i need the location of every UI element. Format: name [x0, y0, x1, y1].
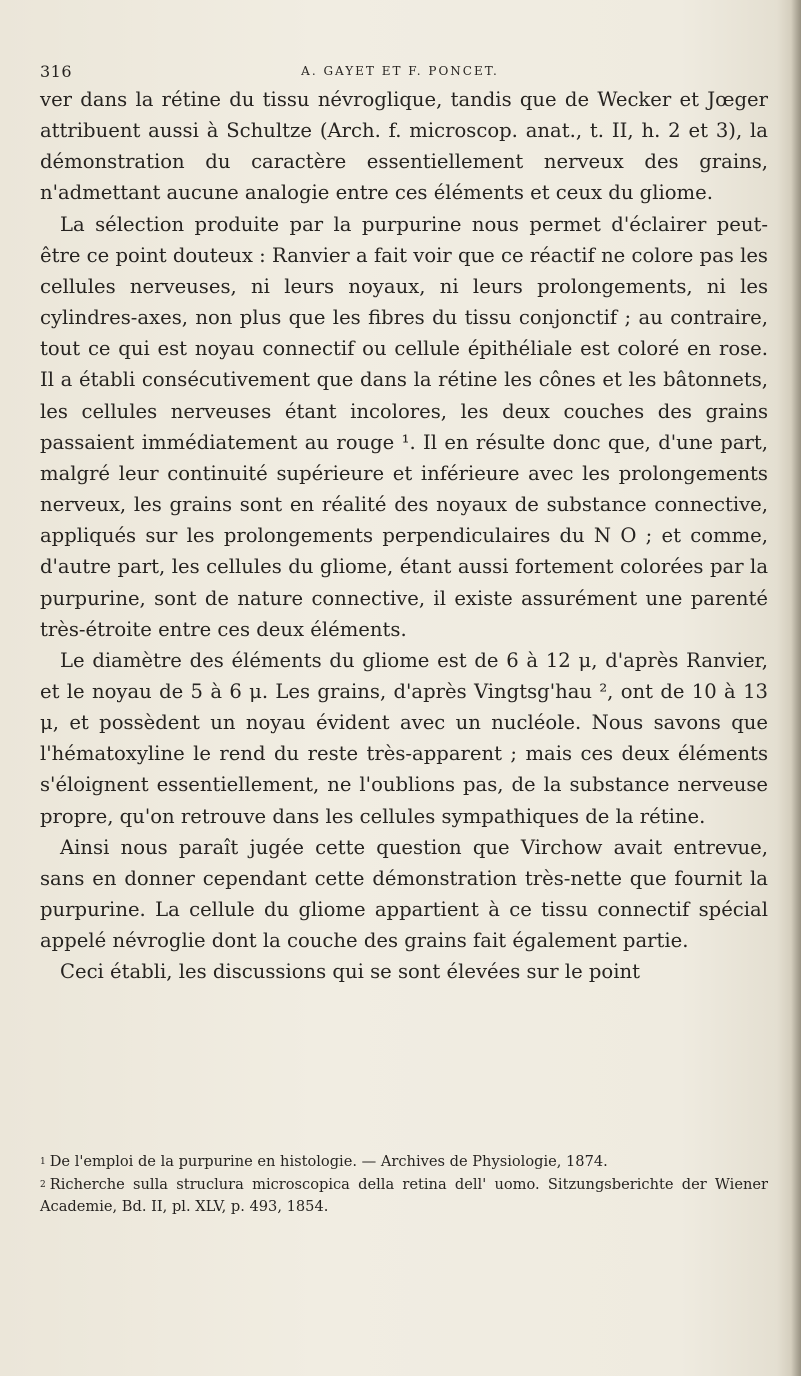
footnote-2 — [40, 1174, 768, 1219]
paragraph-continuation: ver dans la rétine du tissu névroglique, tandis que de Wecker et Jœger attribuent aussi à Schultze (Arch. f. microscop. anat., t. II, h. 2 et 3), la démonstration du caractère essentiellement nerveux des grains, n'admettant aucune analogie entre ces éléments et ceux du gliome. — [40, 88, 768, 205]
body-text — [40, 84, 768, 988]
paragraph-virchow-question: Ainsi nous paraît jugée cette question que Virchow avait entrevue, sans en donner cependant cette démonstration très-nette que fournit la purpurine. La cellule du gliome appartient à ce tissu connectif spécial appelé névroglie dont la couche des grains fait également partie. — [40, 835, 768, 953]
page-header — [40, 62, 760, 84]
footnote-marker: 2 — [40, 1179, 46, 1190]
running-head: A. GAYET ET F. PONCET. — [301, 64, 499, 78]
paragraph-element-diameters: Le diamètre des éléments du gliome est de 6 à 12 μ, d'après Ranvier, et le noyau de 5 à 6 μ. Les grains, d'après Vingtsg'hau ², ont de 10 à 13 μ, et possèdent un noyau évident avec un nucléole. Nous savons que l'hématoxyline le rend du reste très-apparent ; mais ces deux éléments s'éloignent essentiellement, ne l'oublions pas, de la substance nerveuse propre, qu'on retrouve dans les cellules sympathiques de la rétine. — [40, 648, 768, 828]
page-number: 316 — [40, 62, 73, 81]
footnote-text: De l'emploi de la purpurine en histologie. — Archives de Physiologie, 1874. — [49, 1153, 608, 1170]
paragraph-discussions: Ceci établi, les discussions qui se sont élevées sur le point — [60, 960, 640, 984]
footnotes — [40, 1151, 768, 1219]
footnote-marker: 1 — [40, 1157, 46, 1167]
footnote-1 — [40, 1151, 768, 1174]
page-edge-shadow — [791, 0, 801, 1376]
paragraph-purpurine-selection: La sélection produite par la purpurine nous permet d'éclairer peut-être ce point douteux : Ranvier a fait voir que ce réactif ne colore pas les cellules nerveuses, ni leurs noyaux, ni leurs prolongements, ni les cylindres-axes, non plus que les fibres du tissu conjonctif ; au contraire, tout ce qui est noyau connectif ou cellule épithéliale est coloré en rose. Il a établi consécutivement que dans la rétine les cônes et les bâtonnets, les cellules nerveuses étant incolores, les deux couches des grains passaient immédiatement au rouge ¹. Il en résulte donc que, d'une part, malgré leur continuité supérieure et inférieure avec les prolongements nerveux, les grains sont en réalité des noyaux de substance connective, appliqués sur les prolongements perpendiculaires du N O ; et comme, d'autre part, les cellules du gliome, étant aussi fortement colorées par la purpurine, sont de nature connective, il existe assurément une parenté très-étroite entre ces deux éléments. — [40, 212, 768, 641]
footnote-text: Richerche sulla struclura microscopica della retina dell' uomo. Sitzungsberichte der Wiener Academie, Bd. II, pl. XLV, p. 493, 1854. — [40, 1175, 768, 1215]
